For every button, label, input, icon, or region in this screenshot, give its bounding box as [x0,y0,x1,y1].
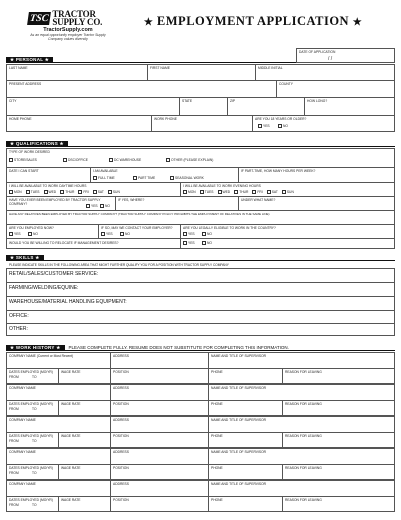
phone-field[interactable]: PHONE [211,498,223,502]
employed-now-question: ARE YOU EMPLOYED NOW? [9,226,54,230]
wage-rate-field[interactable]: WAGE RATE [61,498,81,502]
phone-field[interactable]: PHONE [211,466,223,470]
dates-employed-label: DATES EMPLOYED (MO/YR) [9,370,53,374]
dates-employed-label: DATES EMPLOYED (MO/YR) [9,402,53,406]
from-field[interactable]: FROM [9,471,19,475]
evening-hours-label: I WILL BE AVAILABLE TO WORK EVENING HOURS [183,184,261,188]
skills-instructions: PLEASE INDICATE SKILLS IN THE FOLLOWING AREA THAT MIGHT FURTHER QUALIFY YOU FOR A POSITION WITH TRACTOR SUPPLY COMPANY [9,263,229,267]
employed-now-no[interactable]: NO [28,232,38,236]
daytime-sat-checkbox[interactable]: SAT [93,190,104,194]
title-text: EMPLOYMENT APPLICATION [156,14,350,28]
daytime-mon-checkbox[interactable]: MON [9,190,22,194]
from-field[interactable]: FROM [9,503,19,507]
zip-field[interactable]: ZIP [230,99,236,103]
wage-rate-field[interactable]: WAGE RATE [61,434,81,438]
date-of-application-field[interactable] [296,48,395,63]
county-field[interactable]: COUNTY [279,82,293,86]
company-name-field[interactable]: COMPANY NAME [9,482,36,486]
daytime-fri-checkbox[interactable]: FRI [78,190,88,194]
work-phone-field[interactable]: WORK PHONE [154,117,177,121]
type-of-work-label: TYPE OF WORK DESIRED [9,150,50,154]
daytime-sun-checkbox[interactable]: SUN [108,190,120,194]
last-name-field[interactable]: LAST NAME [9,66,28,70]
legally-eligible-no[interactable]: NO [202,232,212,236]
employed-now-yes[interactable]: YES [9,232,21,236]
phone-field[interactable]: PHONE [211,370,223,374]
position-field[interactable]: POSITION [113,434,129,438]
logo-badge: TSC [27,12,51,25]
from-field[interactable]: FROM [9,439,19,443]
present-address-field[interactable]: PRESENT ADDRESS [9,82,42,86]
evening-mon-checkbox[interactable]: MON [183,190,196,194]
daytime-thur-checkbox[interactable]: THUR [60,190,74,194]
relocate-question: WOULD YOU BE WILLING TO RELOCATE IF MANAGEMENT DESIRES? [9,241,119,245]
part-time-hours-field[interactable]: IF PART-TIME, HOW MANY HOURS PER WEEK? [241,169,316,173]
supervisor-field[interactable]: NAME AND TITLE OF SUPERVISOR [211,354,267,358]
supervisor-field[interactable]: NAME AND TITLE OF SUPERVISOR [211,418,267,422]
company-name-field[interactable]: COMPANY NAME [9,450,36,454]
evening-tues-checkbox[interactable]: TUES [200,190,214,194]
dates-employed-label: DATES EMPLOYED (MO/YR) [9,498,53,502]
reason-for-leaving-field[interactable]: REASON FOR LEAVING [285,466,322,470]
home-phone-field[interactable]: HOME PHONE [9,117,32,121]
address-field[interactable]: ADDRESS [113,386,129,390]
star-icon: ★ [352,17,363,28]
under-what-name-field[interactable]: UNDER WHAT NAME? [241,198,276,202]
tractor-supply-logo [28,10,108,41]
logo-name-line-2: SUPPLY CO. [52,17,103,27]
address-field[interactable]: ADDRESS [113,354,129,358]
how-long-field[interactable]: HOW LONG? [307,99,328,103]
section-work-history: ★ WORK HISTORY ★ PLEASE COMPLETE FULLY. RESUME DOES NOT SUBSTITUTE FOR COMPLETING THIS INFORMATION. [6,345,395,351]
employed-before-no[interactable]: NO [100,204,110,208]
to-field[interactable]: TO [32,471,37,475]
star-icon: ★ [143,17,154,28]
daytime-tues-checkbox[interactable]: TUES [26,190,40,194]
evening-wed-checkbox[interactable]: WED [218,190,231,194]
company-name-field[interactable]: COMPANY NAME [9,418,36,422]
date-can-start-field[interactable]: DATE I CAN START [9,169,39,173]
i-am-available-label: I AM AVAILABLE [93,169,118,173]
skill-other-field[interactable]: OTHER: [9,326,28,332]
employed-before-yes[interactable]: YES [86,204,98,208]
company-name-field[interactable]: COMPANY NAME (Current or Most Recent) [9,354,74,358]
address-field[interactable]: ADDRESS [113,482,129,486]
work-type-dc-warehouse[interactable]: DC WAREHOUSE [109,158,141,162]
legally-eligible-yes[interactable]: YES [183,232,195,236]
application-page [6,6,395,514]
reason-for-leaving-field[interactable]: REASON FOR LEAVING [285,434,322,438]
skill-office-field[interactable]: OFFICE: [9,313,29,319]
legally-eligible-question: ARE YOU LEGALLY ELIGIBLE TO WORK IN THE COUNTRY? [183,226,276,230]
age-no-checkbox[interactable]: NO [278,124,288,128]
equal-opportunity-note: As an equal opportunity employer Tractor Supply Company values diversity [30,33,106,41]
work-type-other[interactable]: OTHER (PLEASE EXPLAIN) [166,158,213,162]
first-name-field[interactable]: FIRST NAME [150,66,170,70]
age-yes-checkbox[interactable]: YES [258,124,270,128]
evening-sat-checkbox[interactable]: SAT [267,190,278,194]
from-field[interactable]: FROM [9,375,19,379]
address-field[interactable]: ADDRESS [113,418,129,422]
contact-employer-question: IF SO, MAY WE CONTACT YOUR EMPLOYER? [101,226,173,230]
evening-days-row [183,190,298,194]
supervisor-field[interactable]: NAME AND TITLE OF SUPERVISOR [211,450,267,454]
evening-thur-checkbox[interactable]: THUR [234,190,248,194]
age-question: ARE YOU 18 YEARS OR OLDER? [255,117,307,121]
evening-fri-checkbox[interactable]: FRI [252,190,262,194]
work-type-store-sales[interactable]: STORE/SALES [9,158,37,162]
dates-employed-label: DATES EMPLOYED (MO/YR) [9,434,53,438]
company-name-field[interactable]: COMPANY NAME [9,386,36,390]
wage-rate-field[interactable]: WAGE RATE [61,370,81,374]
daytime-days-row [9,190,124,194]
logo-name-line-1: TRACTOR [52,9,96,19]
reason-for-leaving-field[interactable]: REASON FOR LEAVING [285,402,322,406]
daytime-hours-label: I WILL BE AVAILABLE TO WORK DAYTIME HOURS [9,184,87,188]
reason-for-leaving-field[interactable]: REASON FOR LEAVING [285,370,322,374]
available-seasonal[interactable]: SEASONAL WORK [170,176,204,180]
supervisor-field[interactable]: NAME AND TITLE OF SUPERVISOR [211,386,267,390]
phone-field[interactable]: PHONE [211,402,223,406]
to-field[interactable]: TO [32,407,37,411]
city-field[interactable]: CITY [9,99,17,103]
employed-before-question: HAVE YOU EVER BEEN EMPLOYED BY TRACTOR SUPPLY COMPANY? [9,198,101,206]
middle-initial-field[interactable]: MIDDLE INITIAL [258,66,283,70]
reason-for-leaving-field[interactable]: REASON FOR LEAVING [285,498,322,502]
date-separator: / / [328,56,333,62]
wage-rate-field[interactable]: WAGE RATE [61,466,81,470]
skill-farming-welding-field[interactable]: FARMING/WELDING/EQUINE: [9,285,79,291]
date-of-application-label: DATE OF APPLICATION [299,50,336,54]
position-field[interactable]: POSITION [113,370,129,374]
available-full-time[interactable]: FULL TIME [93,176,115,180]
work-history-note: PLEASE COMPLETE FULLY. RESUME DOES NOT SUBSTITUTE FOR COMPLETING THIS INFORMATION. [65,345,395,351]
skill-retail-sales-field[interactable]: RETAIL/SALES/CUSTOMER SERVICE: [9,271,99,277]
personal-grid [6,64,395,132]
address-field[interactable]: ADDRESS [113,450,129,454]
section-skills: ★ SKILLS ★ [6,255,395,261]
relocate-no[interactable]: NO [202,241,212,245]
relatives-question[interactable]: HAVE ANY RELATIVES BEEN EMPLOYED BY TRACTOR SUPPLY COMPANY? (TRACTOR SUPPLY COMPANY POLICY PROHIBITS THE EMPLOYMENT OF RELATIVES IN THE SAME LINE) [9,212,270,216]
position-field[interactable]: POSITION [113,402,129,406]
skill-warehouse-field[interactable]: WAREHOUSE/MATERIAL HANDLING EQUIPMENT: [9,299,127,305]
daytime-wed-checkbox[interactable]: WED [44,190,57,194]
state-field[interactable]: STATE [182,99,193,103]
work-type-dsc-office[interactable]: DSC/OFFICE [63,158,88,162]
to-field[interactable]: TO [32,375,37,379]
position-field[interactable]: POSITION [113,498,129,502]
phone-field[interactable]: PHONE [211,434,223,438]
available-part-time[interactable]: PART TIME [133,176,155,180]
to-field[interactable]: TO [32,503,37,507]
section-qualifications: ★ QUALIFICATIONS ★ [6,141,395,147]
position-field[interactable]: POSITION [113,466,129,470]
section-personal: ★ PERSONAL ★ [6,57,296,63]
supervisor-field[interactable]: NAME AND TITLE OF SUPERVISOR [211,482,267,486]
logo-url: TractorSupply.com [43,27,93,33]
relocate-yes[interactable]: YES [183,241,195,245]
to-field[interactable]: TO [32,439,37,443]
page-title [118,14,388,29]
from-field[interactable]: FROM [9,407,19,411]
wage-rate-field[interactable]: WAGE RATE [61,402,81,406]
if-yes-where-field[interactable]: IF YES, WHERE? [118,198,145,202]
contact-employer-yes[interactable]: YES [101,232,113,236]
contact-employer-no[interactable]: NO [120,232,130,236]
evening-sun-checkbox[interactable]: SUN [282,190,294,194]
dates-employed-label: DATES EMPLOYED (MO/YR) [9,466,53,470]
